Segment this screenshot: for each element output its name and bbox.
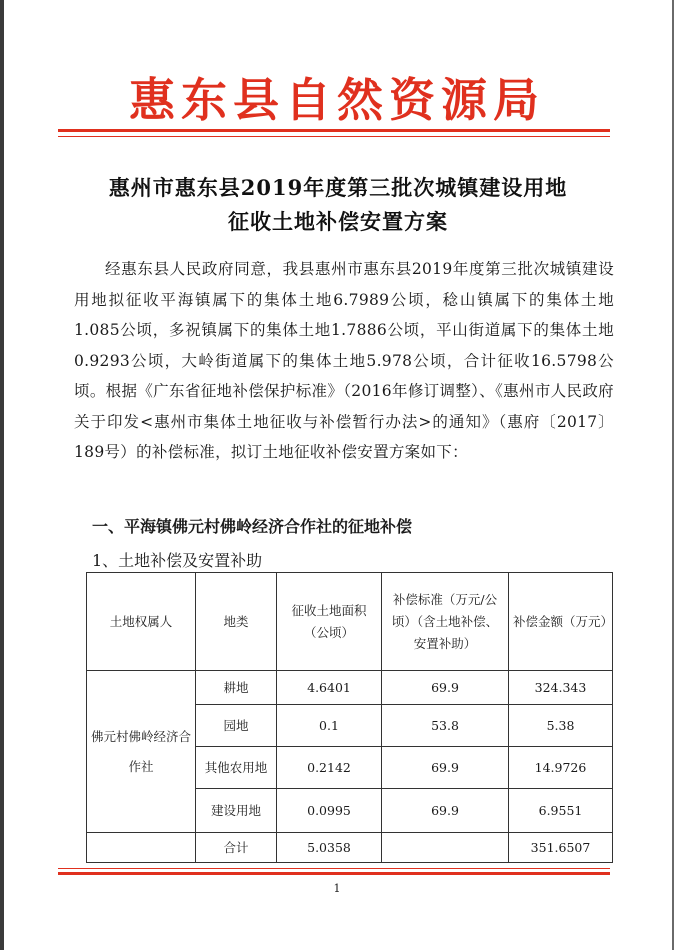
header-area: 征收土地面积（公顷） <box>277 573 382 671</box>
table-row <box>87 671 613 705</box>
area-cell: 0.2142 <box>277 747 382 789</box>
footer-rule-thin <box>58 868 610 869</box>
total-amount-cell: 351.6507 <box>509 833 613 863</box>
compensation-table <box>86 572 613 863</box>
total-standard-cell <box>382 833 509 863</box>
document-title-line1: 惠州市惠东县2019年度第三批次城镇建设用地 <box>108 175 568 200</box>
standard-cell: 69.9 <box>382 789 509 833</box>
standard-cell: 69.9 <box>382 671 509 705</box>
letterhead-org-name: 惠东县自然资源局 <box>129 73 545 127</box>
amount-cell: 14.9726 <box>509 747 613 789</box>
footer-rule-thick <box>58 872 610 875</box>
land-type-cell: 其他农用地 <box>196 747 277 789</box>
header-amount: 补偿金额（万元） <box>509 573 613 671</box>
table-header-row <box>87 573 613 671</box>
subsection-heading: 1、土地补偿及安置补助 <box>92 551 263 570</box>
area-cell: 0.0995 <box>277 789 382 833</box>
section-heading: 一、平海镇佛元村佛岭经济合作社的征地补偿 <box>92 517 413 536</box>
standard-cell: 53.8 <box>382 705 509 747</box>
land-type-cell: 建设用地 <box>196 789 277 833</box>
header-land-type: 地类 <box>196 573 277 671</box>
scan-edge-left <box>0 0 4 950</box>
amount-cell: 6.9551 <box>509 789 613 833</box>
total-area-cell: 5.0358 <box>277 833 382 863</box>
page-number: 1 <box>333 882 341 895</box>
standard-cell: 69.9 <box>382 747 509 789</box>
land-type-cell: 园地 <box>196 705 277 747</box>
amount-cell: 5.38 <box>509 705 613 747</box>
total-label-cell: 合计 <box>196 833 277 863</box>
document-title-line2: 征收土地补偿安置方案 <box>228 209 448 234</box>
owner-cell-empty <box>87 833 196 863</box>
letterhead-rule-thick <box>58 129 610 132</box>
table-total-row <box>87 833 613 863</box>
owner-cell: 佛元村佛岭经济合作社 <box>87 671 196 833</box>
area-cell: 4.6401 <box>277 671 382 705</box>
amount-cell: 324.343 <box>509 671 613 705</box>
header-standard: 补偿标准（万元/公顷）（含土地补偿、安置补助） <box>382 573 509 671</box>
header-owner: 土地权属人 <box>87 573 196 671</box>
letterhead-rule-thin <box>58 136 610 137</box>
land-type-cell: 耕地 <box>196 671 277 705</box>
intro-paragraph: 经惠东县人民政府同意，我县惠州市惠东县2019年度第三批次城镇建设用地拟征收平海镇属下的集体土地6.7989公顷，稔山镇属下的集体土地1.085公顷，多祝镇属下的集体土地1.7886公顷，平山街道属下的集体土地0.9293公顷，大岭街道属下的集体土地5.978公顷，合计征收16.5798公顷。根据《广东省征地补偿保护标准》（2016年修订调整）、《惠州市人民政府关于印发<惠州市集体土地征收与补偿暂行办法>的通知》（惠府〔2017〕189号）的补偿标准，拟订土地征收补偿安置方案如下： <box>74 260 614 461</box>
area-cell: 0.1 <box>277 705 382 747</box>
